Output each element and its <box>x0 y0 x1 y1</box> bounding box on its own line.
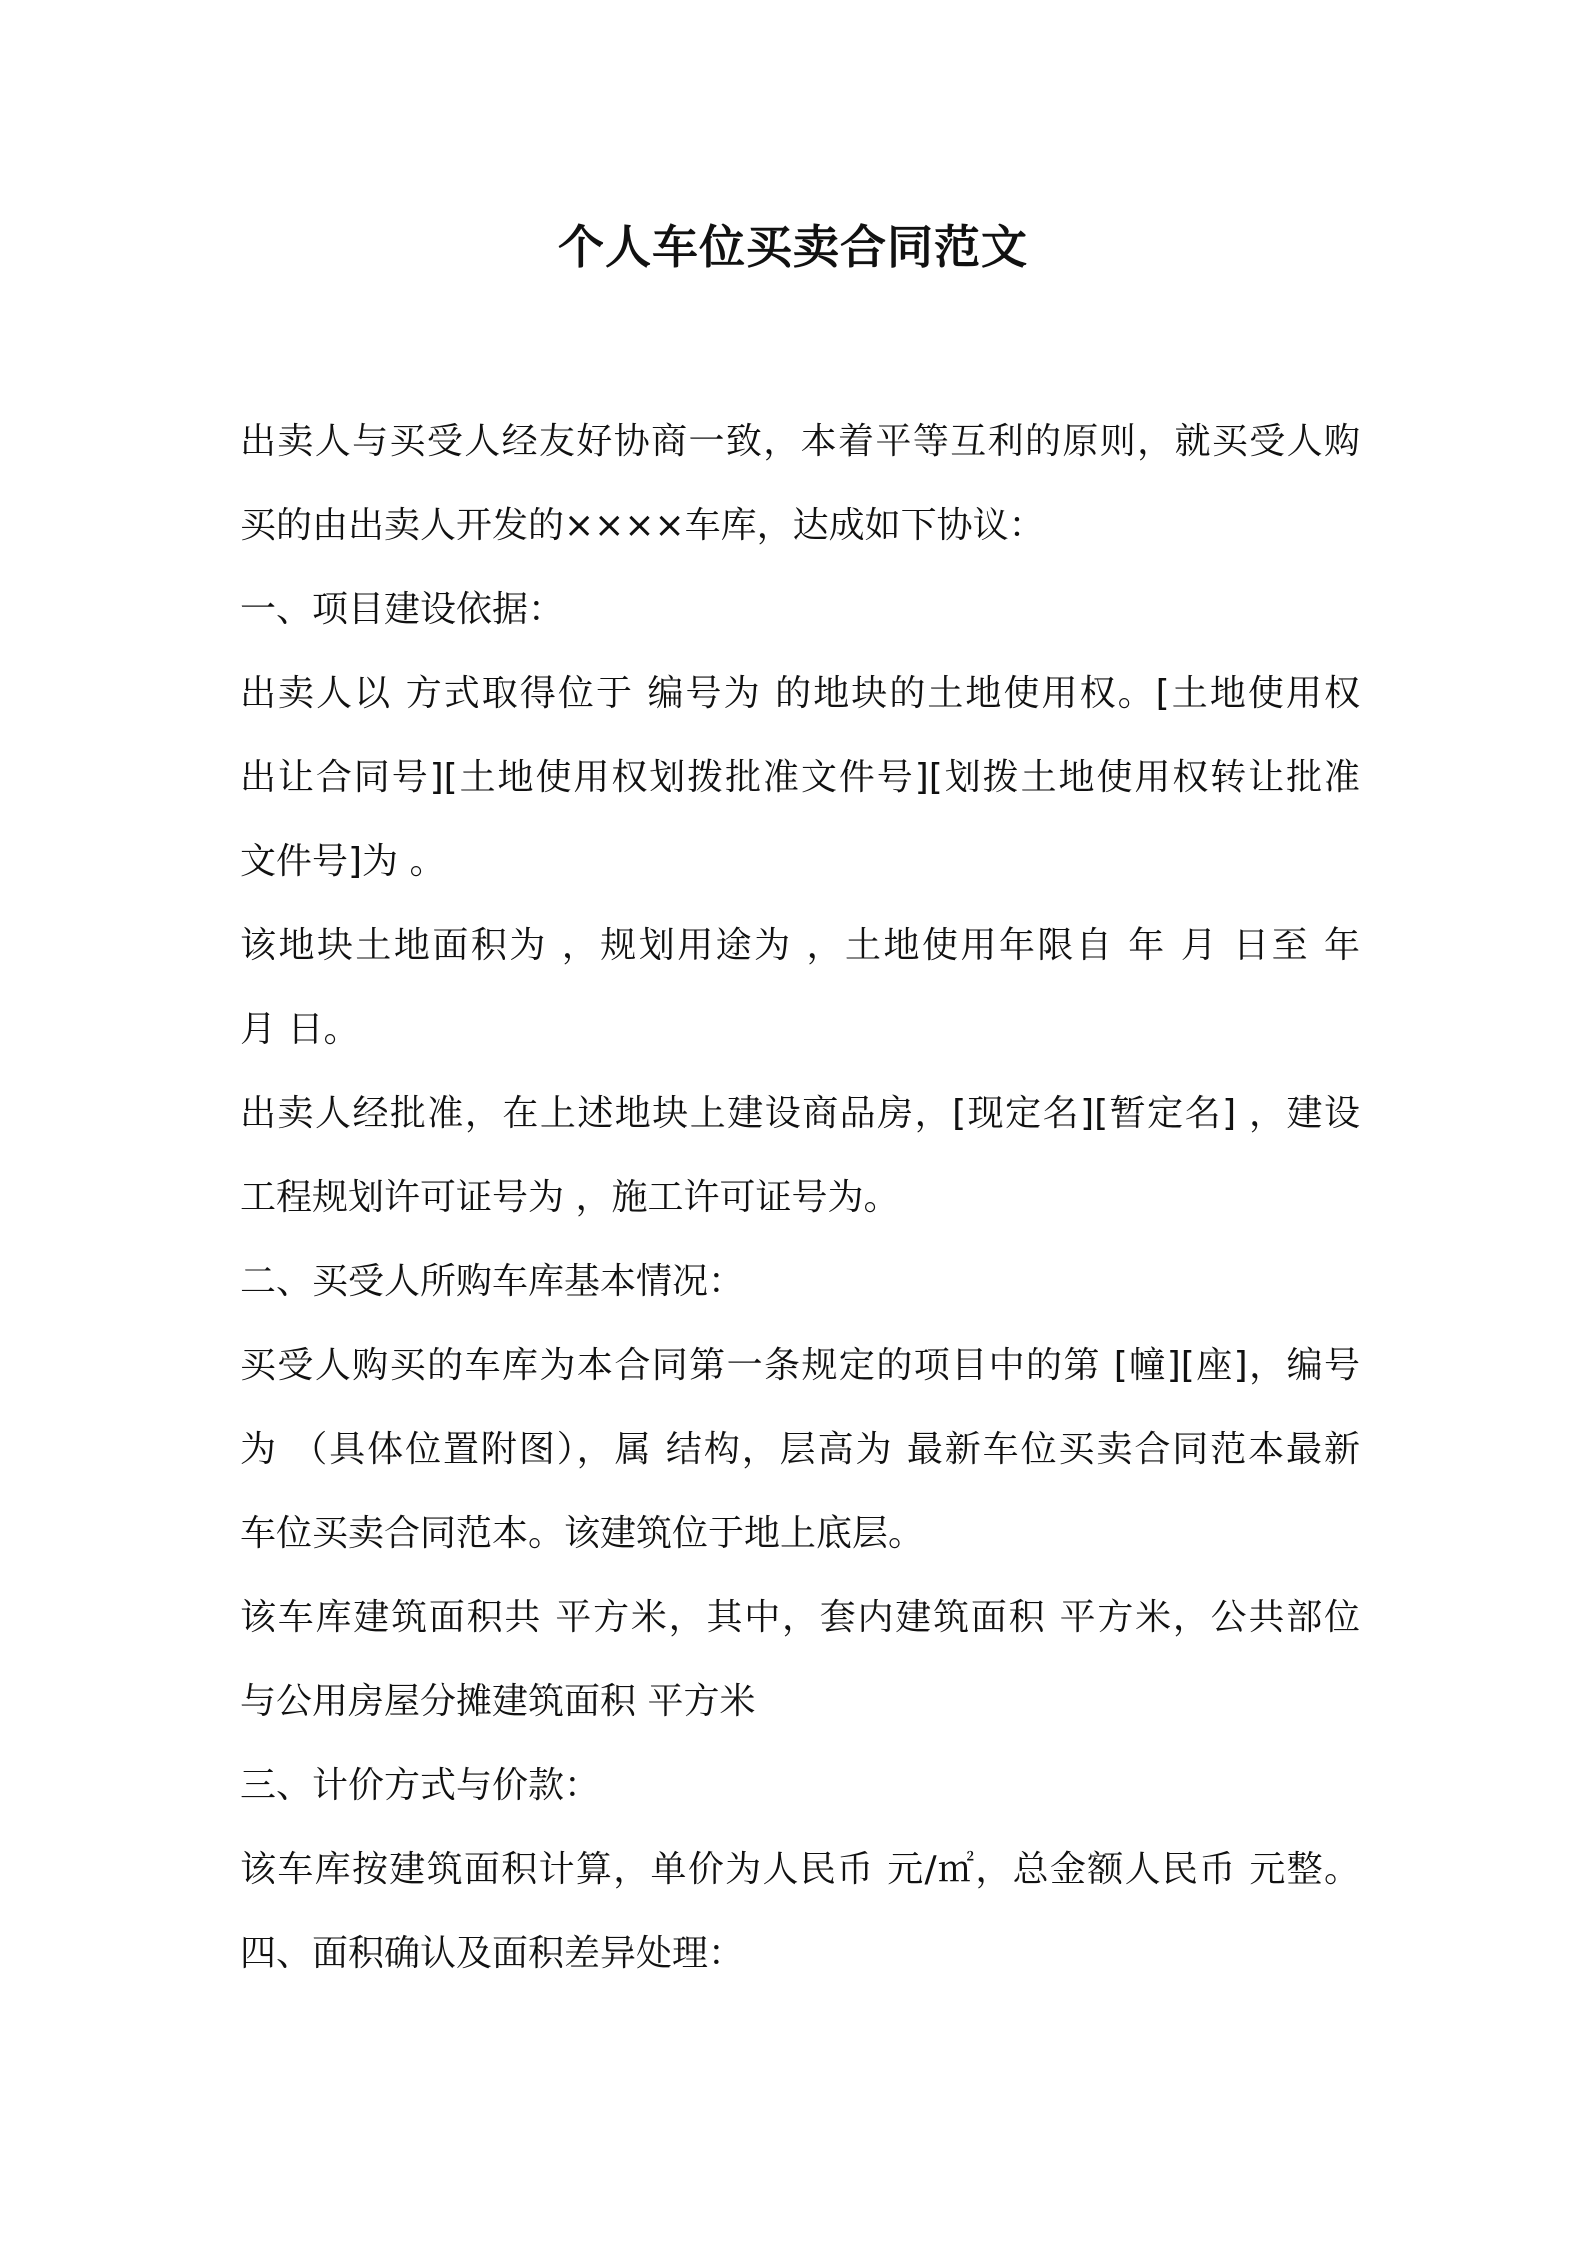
text-line: 二、买受人所购车库基本情况： <box>240 1261 745 1302</box>
text-line: 出卖人以 方式取得位于 编号为 的地块的土地使用权。[土地使用权 <box>240 673 1360 714</box>
text-line: 该车库建筑面积共 平方米，其中，套内建筑面积 平方米，公共部位 <box>240 1597 1360 1638</box>
text-line: 为 （具体位置附图），属 结构，层高为 最新车位买卖合同范本最新 <box>240 1429 1360 1470</box>
text-line: 出卖人与买受人经友好协商一致，本着平等互利的原则，就买受人购 <box>240 421 1360 462</box>
text-line: 四、面积确认及面积差异处理： <box>240 1933 745 1974</box>
text-line: 出卖人经批准，在上述地块上建设商品房，[现定名][暂定名] ，建设 <box>240 1093 1360 1134</box>
text-line: 该车库按建筑面积计算，单价为人民币 元/㎡，总金额人民币 元整。 <box>240 1849 1360 1890</box>
text-line: 该地块土地面积为 ，规划用途为 ，土地使用年限自 年 月 日至 年 <box>240 925 1360 966</box>
text-line: 车位买卖合同范本。该建筑位于地上底层。 <box>240 1513 925 1554</box>
text-line: 出让合同号][土地使用权划拨批准文件号][划拨土地使用权转让批准 <box>240 757 1360 798</box>
text-line: 买受人购买的车库为本合同第一条规定的项目中的第 [幢][座]，编号 <box>240 1345 1360 1386</box>
text-line: 与公用房屋分摊建筑面积 平方米 <box>240 1681 756 1722</box>
document-body <box>240 400 1360 1996</box>
text-line: 三、计价方式与价款： <box>240 1765 601 1806</box>
document-title: 个人车位买卖合同范文 <box>558 220 1028 274</box>
text-line: 买的由出卖人开发的××××车库，达成如下协议： <box>240 505 1045 546</box>
text-line: 月 日。 <box>240 1009 360 1050</box>
text-line: 文件号]为 。 <box>240 841 446 882</box>
text-line: 工程规划许可证号为 ，施工许可证号为。 <box>240 1177 900 1218</box>
text-line: 一、项目建设依据： <box>240 589 565 630</box>
